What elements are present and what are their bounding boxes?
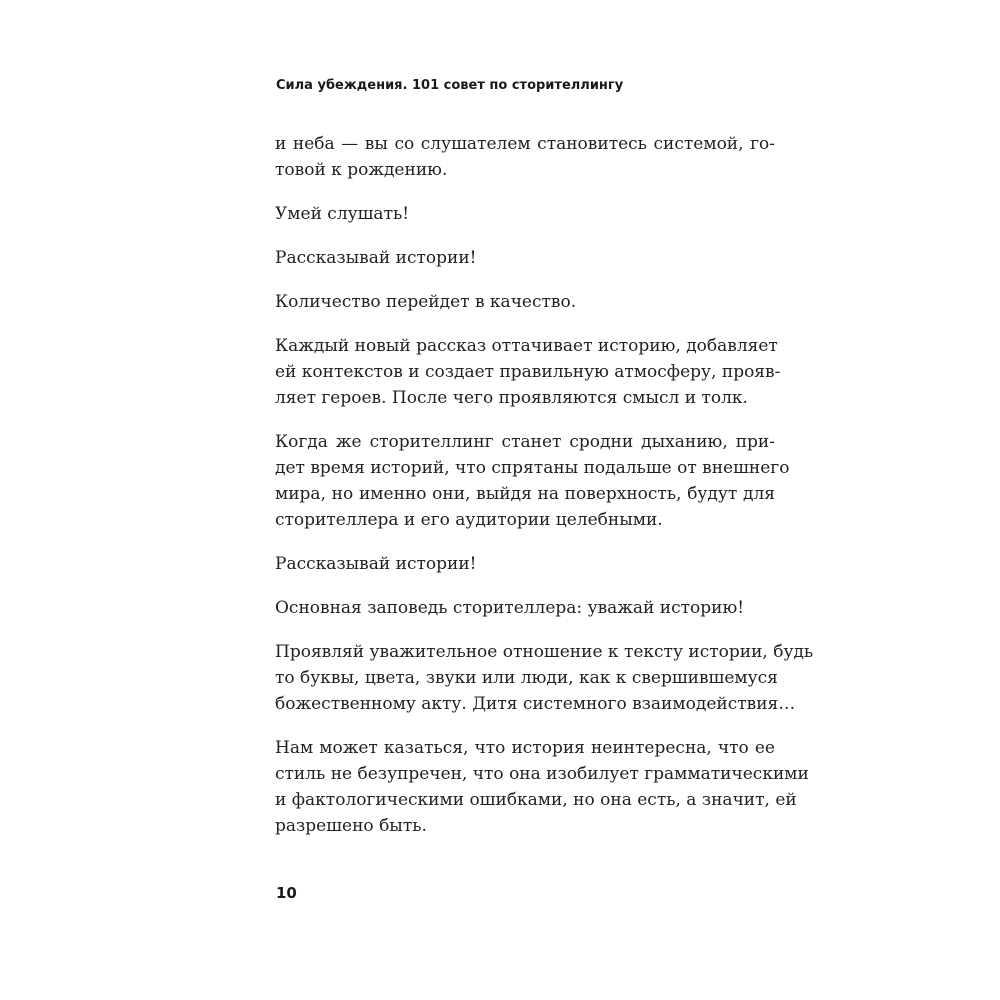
text-line: то буквы, цвета, звуки или люди, как к свершившемуся [275,668,778,688]
text-line: Рассказывай истории! [275,248,477,268]
paragraph [275,201,775,227]
paragraph [275,245,775,271]
paragraph [275,131,775,183]
running-header: Сила убеждения. 101 совет по сторителлингу [276,78,624,93]
text-line: и неба — вы со слушателем становитесь системой, го- [275,134,775,154]
text-line: мира, но именно они, выйдя на поверхность, будут для [275,484,775,504]
text-line: сторителлера и его аудитории целебными. [275,510,663,530]
text-line: Каждый новый рассказ оттачивает историю, добавляет [275,336,778,356]
paragraph [275,639,814,717]
paragraph [275,429,790,533]
text-line: дет время историй, что спрятаны подальше от внешнего [275,458,790,478]
text-line: божественному акту. Дитя системного взаимодействия… [275,694,796,714]
text-line: Основная заповедь сторителлера: уважай историю! [275,598,745,618]
paragraph [275,551,775,577]
text-line: Количество перейдет в качество. [275,292,577,312]
paragraph [275,333,781,411]
paragraph [275,289,775,315]
text-line: разрешено быть. [275,816,427,836]
page-number: 10 [276,884,297,902]
text-line: Рассказывай истории! [275,554,477,574]
text-line: стиль не безупречен, что она изобилует грамматическими [275,764,809,784]
paragraph [275,735,809,839]
text-line: ляет героев. После чего проявляются смысл и толк. [275,388,748,408]
text-line: Проявляй уважительное отношение к тексту истории, будь [275,642,814,662]
text-line: ей контекстов и создает правильную атмосферу, прояв- [275,362,781,382]
text-line: Когда же сторителлинг станет сродни дыханию, при- [275,432,775,452]
text-line: Умей слушать! [275,204,410,224]
body-text [275,131,814,857]
text-line: и фактологическими ошибками, но она есть, а значит, ей [275,790,797,810]
text-line: товой к рождению. [275,160,448,180]
paragraph [275,595,775,621]
text-line: Нам может казаться, что история неинтересна, что ее [275,738,775,758]
